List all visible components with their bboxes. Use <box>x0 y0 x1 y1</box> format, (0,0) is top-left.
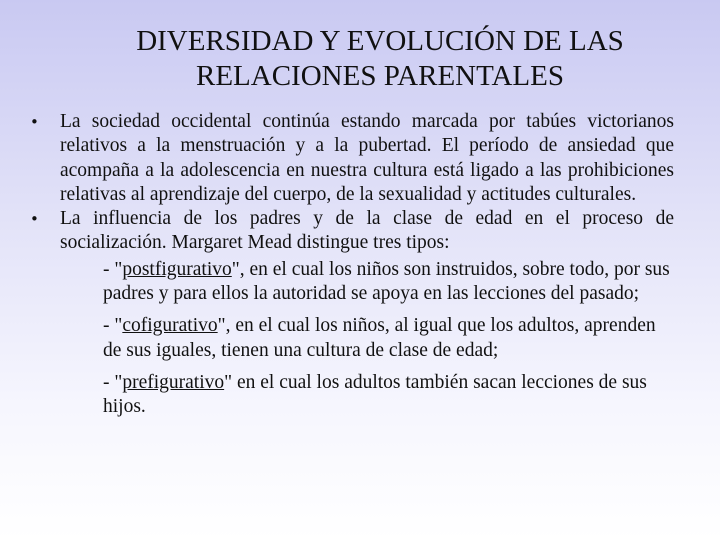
slide-title <box>40 24 720 94</box>
type-item-cofigurativo <box>103 314 674 363</box>
type-prefix: - " <box>103 258 123 280</box>
type-item-prefigurativo <box>103 371 674 420</box>
bullet-dot-icon: • <box>30 210 39 229</box>
type-term: cofigurativo <box>122 315 218 337</box>
type-text <box>103 371 674 420</box>
bullet-item <box>28 207 674 256</box>
type-text <box>103 314 674 363</box>
type-prefix: - " <box>103 371 123 393</box>
type-term: prefigurativo <box>122 371 225 393</box>
slide-title-line-2: RELACIONES PARENTALES <box>196 60 564 92</box>
type-description: ", en el cual los niños, al igual que los adultos, aprenden de sus iguales, tienen una cultura de clase de edad; <box>103 315 656 361</box>
bullet-item <box>28 110 674 207</box>
bullet-text: La sociedad occidental continúa estando marcada por tabúes victorianos relativos a la menstruación y a la pubertad. El período de ansiedad que acompaña a la adolescencia en nuestra cultura está ligado a las prohibiciones relativas al aprendizaje del cuerpo, de la sexualidad y actitudes culturales. <box>60 111 674 205</box>
bullet-dot-icon: • <box>30 113 39 131</box>
slide-body <box>28 110 674 420</box>
type-term: postfigurativo <box>122 258 232 280</box>
type-text <box>103 258 674 307</box>
type-description: " en el cual los adultos también sacan lecciones de sus hijos. <box>103 371 647 418</box>
type-item-postfigurativo <box>103 258 674 307</box>
slide-title-line-1: DIVERSIDAD Y EVOLUCIÓN DE LAS <box>136 25 624 57</box>
type-prefix: - " <box>103 315 123 337</box>
bullet-text: La influencia de los padres y de la clase de edad en el proceso de socialización. Margaret Mead distingue tres tipos: <box>60 208 674 254</box>
type-description: ", en el cual los niños son instruidos, sobre todo, por sus padres y para ellos la autoridad se apoya en las lecciones del pasado; <box>103 258 670 305</box>
